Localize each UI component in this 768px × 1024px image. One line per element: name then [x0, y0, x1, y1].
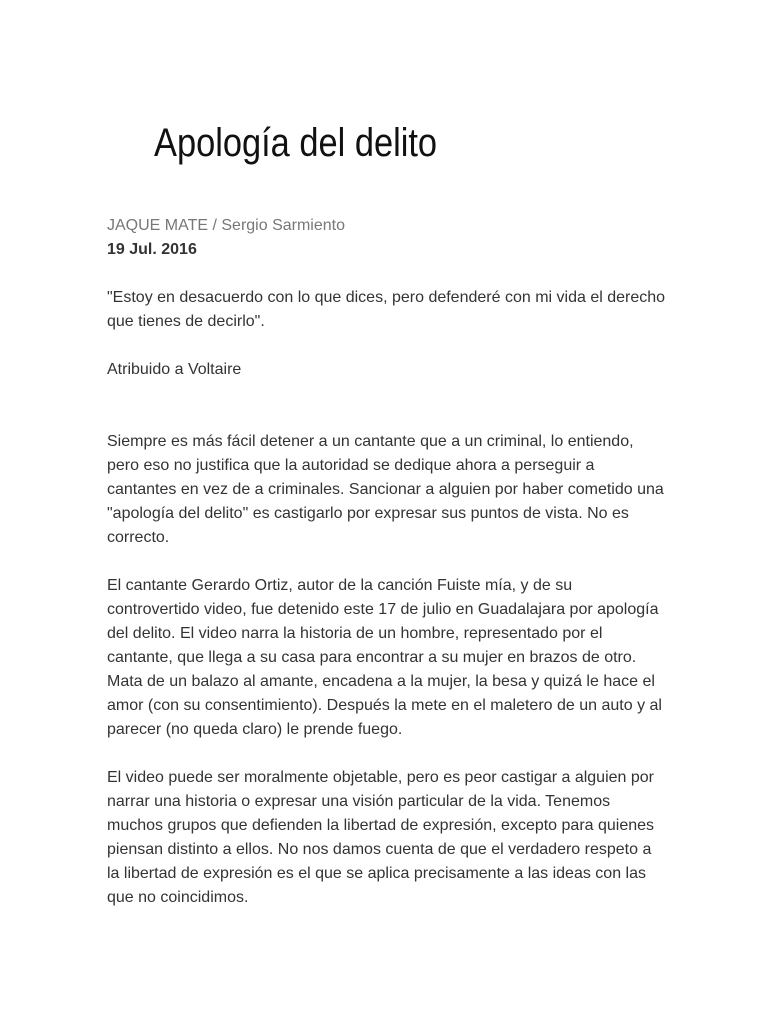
- body-paragraph-3: El video puede ser moralmente objetable, pero es peor castigar a alguien por narrar una historia o expresar una visión particular de la vida. Tenemos muchos grupos que defienden la libertad de expresión, excepto para quienes piensan distinto a ellos. No nos damos cuenta de que el verdadero respeto a la libertad de expresión es el que se aplica precisamente a las ideas con las que no coincidimos.: [107, 769, 655, 906]
- article-byline: JAQUE MATE / Sergio Sarmiento: [107, 217, 345, 234]
- body-paragraph-1: Siempre es más fácil detener a un cantante que a un criminal, lo entiendo, pero eso no justifica que la autoridad se dedique ahora a perseguir a cantantes en vez de a criminales. Sancionar a alguien por haber cometido una "apología del delito" es castigarlo por expresar sus puntos de vista. No es correcto.: [107, 433, 664, 546]
- article-date: 19 Jul. 2016: [107, 241, 197, 258]
- article-title: Apología del delito: [154, 121, 438, 165]
- article-body: [107, 214, 667, 910]
- body-paragraph-2: El cantante Gerardo Ortiz, autor de la canción Fuiste mía, y de su controvertido video, fue detenido este 17 de julio en Guadalajara por apología del delito. El video narra la historia de un hombre, representado por el cantante, que llega a su casa para encontrar a su mujer en brazos de otro. Mata de un balazo al amante, encadena a la mujer, la besa y quizá le hace el amor (con su consentimiento). Después la mete en el maletero de un auto y al parecer (no queda claro) le prende fuego.: [107, 577, 662, 738]
- epigraph-quote: "Estoy en desacuerdo con lo que dices, pero defenderé con mi vida el derecho que tienes de decirlo".: [107, 289, 666, 330]
- epigraph-attribution: Atribuido a Voltaire: [107, 361, 242, 378]
